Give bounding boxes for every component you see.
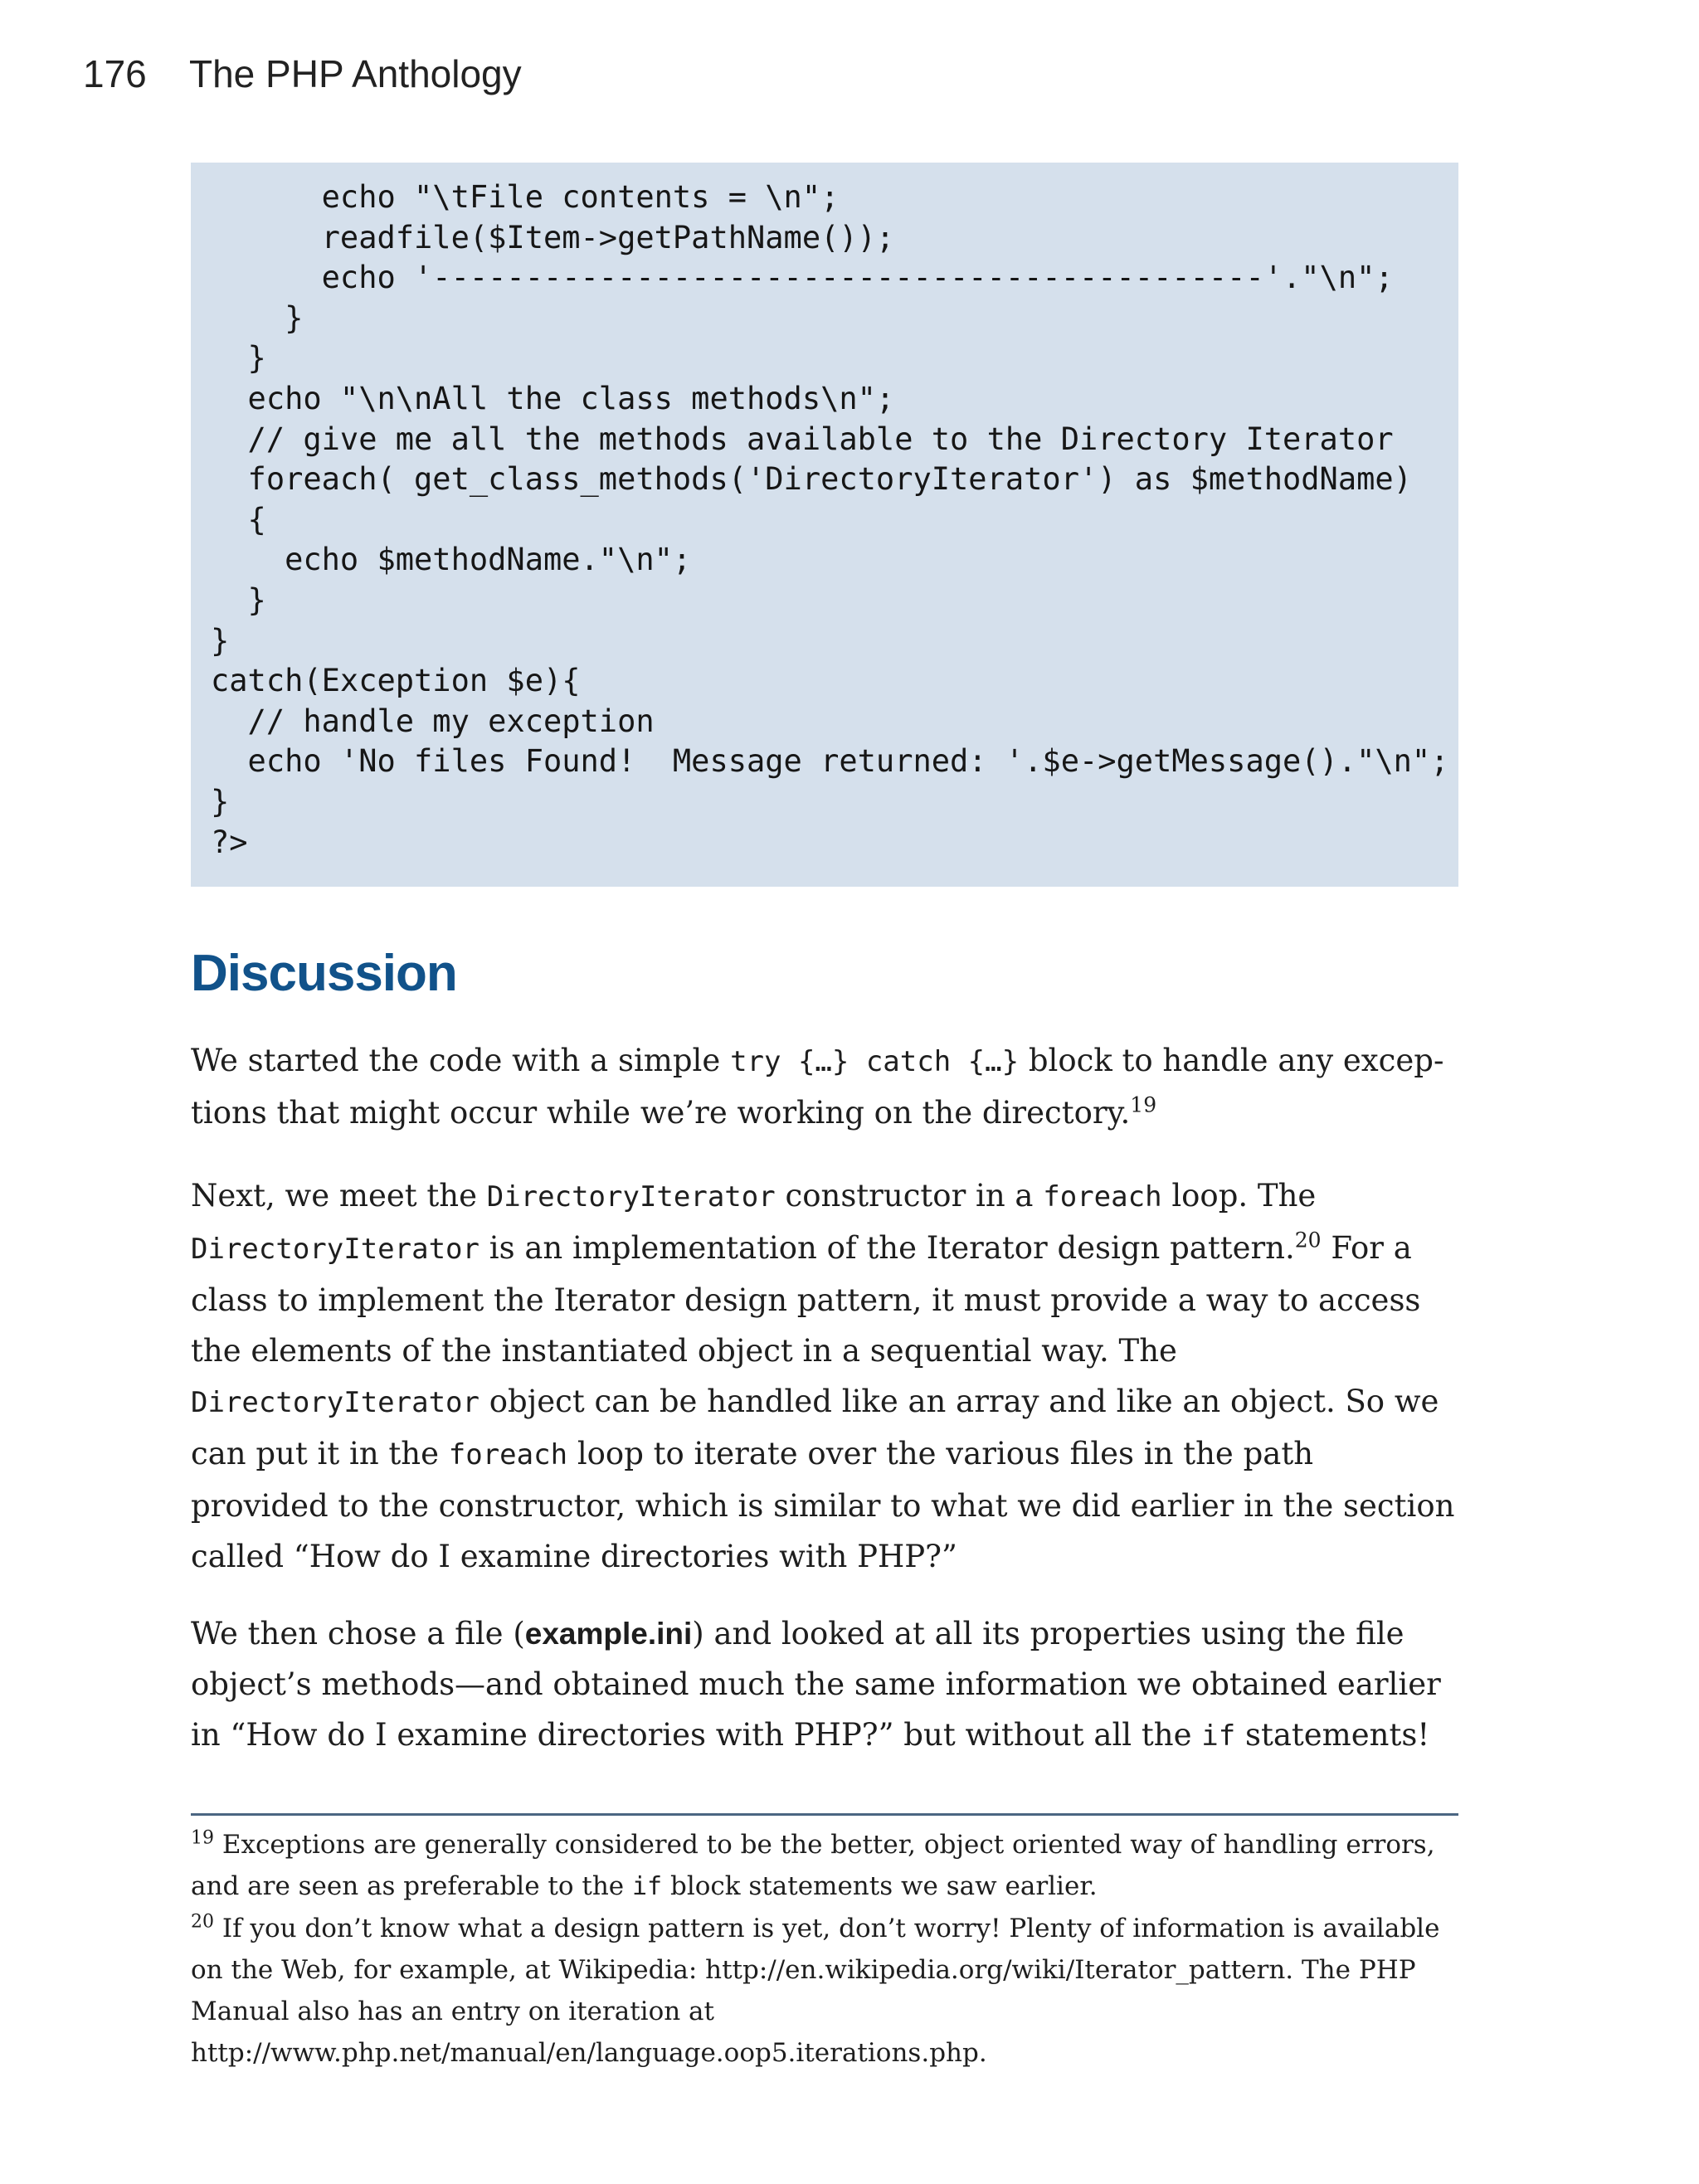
code-line: // give me all the methods available to the Directory Iterator	[211, 421, 1394, 457]
code-line: }	[211, 581, 266, 618]
code-line: echo 'No files Found! Message returned: '.$e->getMessage()."\n";	[211, 743, 1449, 780]
code-line: readfile($Item->getPathName());	[211, 219, 895, 255]
text-run: loop to iterate over the various files in the path provided to the constructor, which is similar to what we did earlier in the section called “How do I examine directories with PHP?”	[191, 1436, 1455, 1574]
text-run: statements!	[1235, 1717, 1430, 1753]
inline-code: DirectoryIterator	[486, 1180, 776, 1214]
inline-code: try {…} catch {…}	[730, 1045, 1020, 1078]
paragraph-directory-iterator	[191, 1170, 1458, 1582]
code-line: echo $methodName."\n";	[211, 542, 692, 578]
inline-code: DirectoryIterator	[191, 1386, 480, 1419]
text-run: constructor in a	[775, 1178, 1044, 1214]
inline-code: foreach	[448, 1438, 568, 1471]
footnote-20	[191, 1908, 1458, 2074]
text-run: ) and looked at all its properties using the file object’s methods—and obtained much the same information we obtained earlier in “How do I examine directories with PHP?” but without all the	[191, 1616, 1441, 1753]
code-line: }	[211, 299, 304, 336]
code-line: catch(Exception $e){	[211, 663, 581, 699]
book-title: The PHP Anthology	[189, 52, 522, 95]
footnotes	[191, 1824, 1458, 2074]
text-run: loop. The	[1161, 1178, 1317, 1214]
footnote-divider	[191, 1813, 1458, 1816]
section-heading: Discussion	[191, 945, 457, 1002]
code-line: {	[211, 501, 266, 537]
inline-code: DirectoryIterator	[191, 1233, 480, 1266]
inline-code: if	[632, 1872, 663, 1901]
text-run: Next, we meet the	[191, 1178, 487, 1214]
footnote-text: block statements we saw earlier.	[662, 1871, 1098, 1901]
footnote-marker: 19	[191, 1827, 214, 1849]
text-run: We then chose a file (	[191, 1616, 525, 1651]
text-run: block to handle any exceptions that might occur while we’re working on the directory.	[191, 1043, 1444, 1131]
code-line: echo '---------------------------------------------'."\n";	[211, 260, 1394, 296]
running-header	[83, 51, 522, 96]
footnote-reference: 19	[1130, 1092, 1157, 1117]
inline-code: foreach	[1043, 1180, 1162, 1214]
footnote-marker: 20	[191, 1911, 214, 1933]
code-line: }	[211, 783, 230, 820]
code-line: }	[211, 622, 230, 659]
code-line: echo "\tFile contents = \n";	[211, 179, 840, 215]
code-line: // handle my exception	[211, 703, 655, 739]
paragraph-file-object	[191, 1608, 1458, 1762]
code-line: foreach( get_class_methods('DirectoryIterator') as $methodName)	[211, 461, 1412, 498]
text-run: We started the code with a simple	[191, 1043, 731, 1078]
paragraph-try-catch	[191, 1035, 1458, 1138]
text-run: For a class to implement the Iterator design pattern, it must provide a way to access the elements of the instantiated object in a sequential way. The	[191, 1230, 1421, 1369]
code-line: }	[211, 340, 266, 377]
footnote-19	[191, 1824, 1458, 1908]
inline-code: if	[1201, 1719, 1236, 1753]
footnote-text: Exceptions are generally considered to be the better, object oriented way of handling errors, and are seen as preferable to the	[191, 1830, 1435, 1901]
text-run: object can be handled like an array and like an object. So we can put it in the	[191, 1384, 1439, 1471]
footnote-reference: 20	[1294, 1228, 1322, 1253]
footnote-text: If you don’t know what a design pattern is yet, don’t worry! Plenty of information is available on the Web, for example, at Wikipedia: http://en.wikipedia.org/wiki/Iterator_pattern. The PHP Manual also has an entry on iteration at http://www.php.net/manual/en/language.oop5.iterations.php.	[191, 1914, 1440, 2068]
text-run: is an implementation of the Iterator design pattern.	[480, 1230, 1295, 1266]
filename: example.ini	[524, 1617, 693, 1651]
code-line: echo "\n\nAll the class methods\n";	[211, 380, 895, 416]
code-line: ?>	[211, 824, 248, 860]
code-listing	[191, 163, 1458, 887]
page-number: 176	[83, 52, 147, 95]
